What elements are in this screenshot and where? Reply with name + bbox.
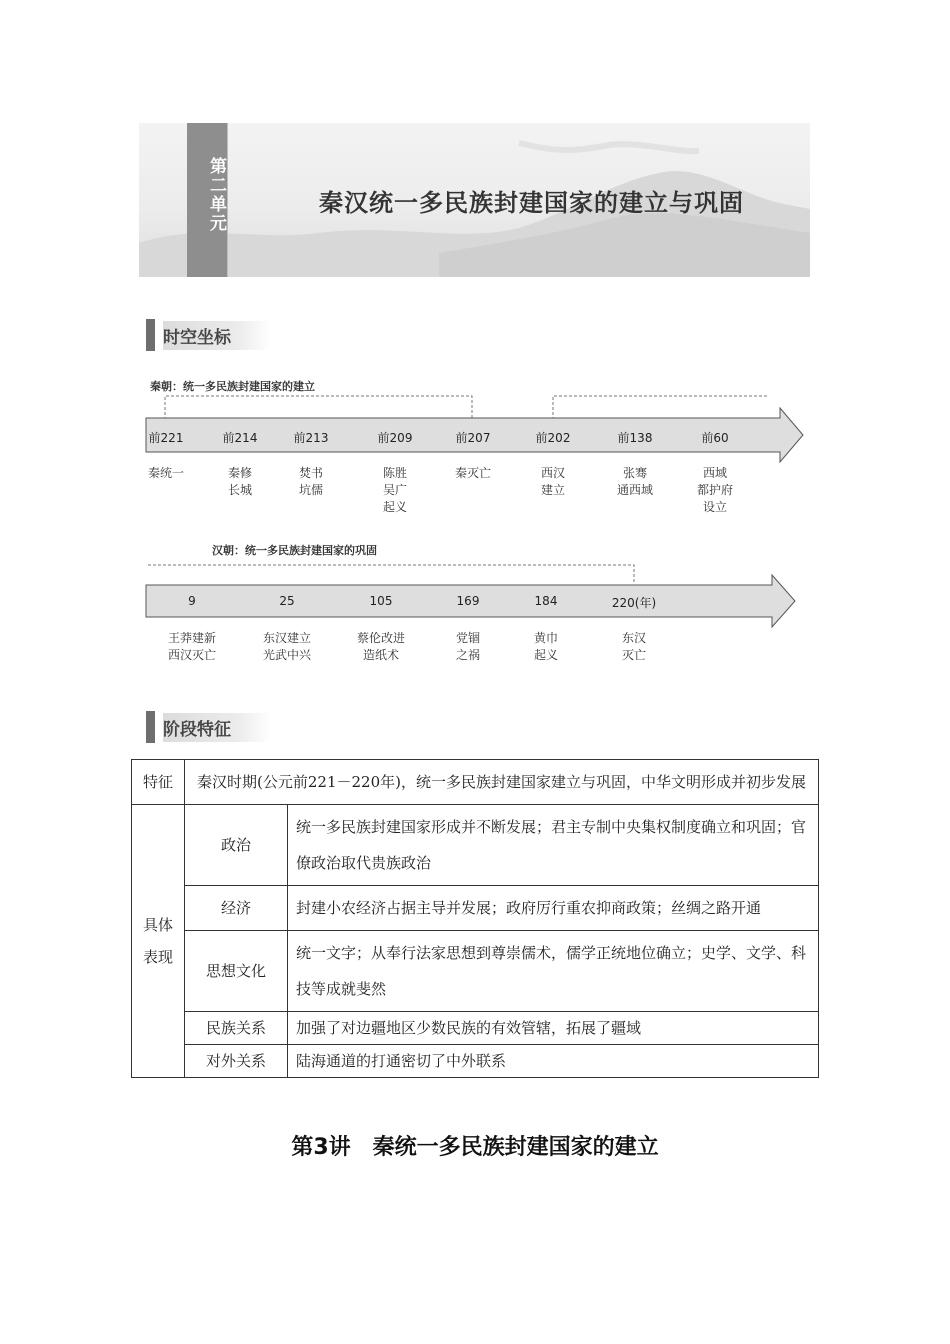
timeline-event: 焚书 坑儒: [298, 466, 323, 497]
aspect-cell: 政治: [185, 805, 288, 886]
table-row: [132, 1045, 819, 1078]
unit-banner: [139, 123, 810, 277]
timeline-event: 东汉 灭亡: [621, 631, 646, 662]
timeline-event: 陈胜 吴广 起义: [382, 466, 407, 514]
han-label: 汉朝：统一多民族封建国家的巩固: [212, 544, 377, 557]
features-heading-text: 阶段特征: [163, 713, 271, 742]
manifest-label: 具体 表现: [132, 805, 185, 1078]
features-heading: [146, 710, 271, 744]
table-row: [132, 886, 819, 931]
table-row: [132, 931, 819, 1012]
timeline-event: 东汉建立 光武中兴: [262, 631, 311, 662]
feature-text: 秦汉时期(公元前221－220年)，统一多民族封建国家建立与巩固，中华文明形成并初步发展: [185, 760, 819, 805]
timeline-year: 前214: [222, 431, 258, 445]
timeline-event: 蔡伦改进 造纸术: [356, 631, 405, 662]
content-cell: 封建小农经济占据主导并发展；政府厉行重农抑商政策；丝绸之路开通: [288, 886, 819, 931]
aspect-cell: 经济: [185, 886, 288, 931]
timeline-year: 前138: [617, 431, 653, 445]
table-row: [132, 760, 819, 805]
aspect-cell: 思想文化: [185, 931, 288, 1012]
timeline-event: 西汉 建立: [540, 466, 565, 497]
timeline-year: 105: [369, 594, 393, 608]
timeline-event: 王莽建新 西汉灭亡: [167, 631, 216, 662]
unit-title: 秦汉统一多民族封建国家的建立与巩固: [319, 189, 744, 217]
timeline-year: 220(年): [611, 596, 657, 610]
timeline-year: 前60: [701, 431, 729, 445]
aspect-cell: 对外关系: [185, 1045, 288, 1078]
timeline-year: 前213: [293, 431, 329, 445]
timeline-event: 秦修 长城: [227, 466, 252, 497]
table-row: [132, 805, 819, 886]
divider-line: [227, 123, 228, 277]
features-table: [131, 759, 819, 1078]
feature-label: 特征: [132, 760, 185, 805]
timeline-heading: [146, 318, 271, 352]
timeline-event: 秦统一: [147, 466, 184, 480]
timeline-year: 前202: [535, 431, 571, 445]
timeline-year: 前207: [455, 431, 491, 445]
timeline-year: 169: [456, 594, 480, 608]
unit-label: 第二单元: [206, 157, 226, 233]
timeline-heading-text: 时空坐标: [163, 321, 271, 350]
timeline-event: 秦灭亡: [454, 466, 491, 480]
content-cell: 陆海通道的打通密切了中外联系: [288, 1045, 819, 1078]
timeline-year: 184: [534, 594, 558, 608]
content-cell: 统一文字；从奉行法家思想到尊崇儒术，儒学正统地位确立；史学、文学、科技等成就斐然: [288, 931, 819, 1012]
timeline-year: 前221: [148, 431, 184, 445]
qin-label: 秦朝：统一多民族封建国家的建立: [150, 380, 315, 393]
timeline-year: 前209: [377, 431, 413, 445]
timeline-year: 25: [279, 594, 295, 608]
aspect-cell: 民族关系: [185, 1012, 288, 1045]
timeline-year: 9: [188, 594, 196, 608]
heading-bar: [146, 711, 155, 743]
timeline-event: 西域 都护府 设立: [696, 466, 733, 514]
content-cell: 统一多民族封建国家形成并不断发展；君主专制中央集权制度确立和巩固；官僚政治取代贵族政治: [288, 805, 819, 886]
timeline-event: 党锢 之祸: [455, 631, 480, 662]
timeline-event: 张骞 通西域: [616, 466, 653, 497]
table-row: [132, 1012, 819, 1045]
heading-bar: [146, 319, 155, 351]
content-cell: 加强了对边疆地区少数民族的有效管辖，拓展了疆域: [288, 1012, 819, 1045]
timeline-event: 黄巾 起义: [533, 631, 558, 662]
lecture-title: 第3讲 秦统一多民族封建国家的建立: [291, 1135, 659, 1160]
